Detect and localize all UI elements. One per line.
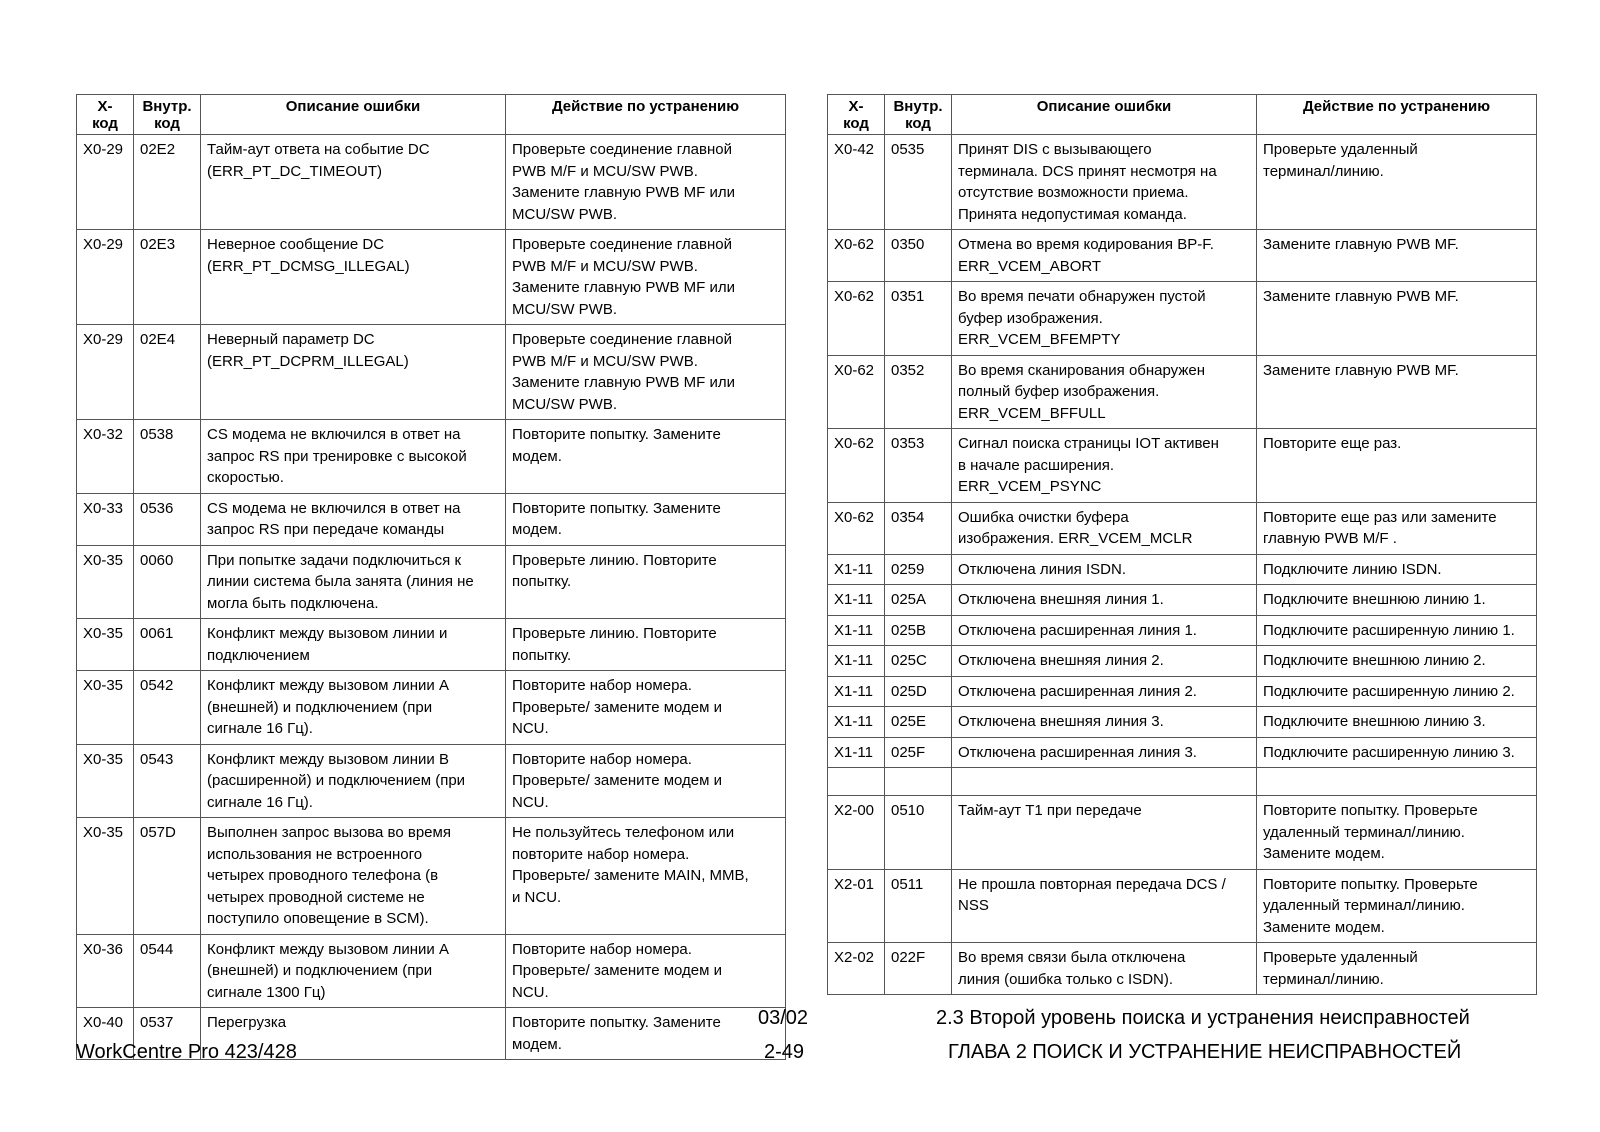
cell-description: Отключена внешняя линия 3.: [952, 707, 1257, 738]
header-internal-code: Внутр. код: [885, 95, 952, 135]
cell-description: Отключена расширенная линия 2.: [952, 676, 1257, 707]
cell-action: Повторите попытку. Проверьте удаленный терминал/линию. Замените модем.: [1257, 796, 1537, 870]
table-row: [77, 545, 786, 619]
table-row: [828, 676, 1537, 707]
header-internal-code: Внутр. код: [134, 95, 201, 135]
cell-description: CS модема не включился в ответ на запрос RS при передаче команды: [201, 493, 506, 545]
cell-internal-code: 0511: [885, 869, 952, 943]
table-row: [828, 429, 1537, 503]
cell-action: Повторите еще раз или замените главную PWB M/F .: [1257, 502, 1537, 554]
cell-internal-code: 0354: [885, 502, 952, 554]
table-row: [77, 230, 786, 325]
cell-description: Отключена внешняя линия 2.: [952, 646, 1257, 677]
table-row: [828, 355, 1537, 429]
cell-xcode: X0-35: [77, 619, 134, 671]
cell-action: Подключите внешнюю линию 2.: [1257, 646, 1537, 677]
cell-internal-code: 025C: [885, 646, 952, 677]
cell-xcode: X1-11: [828, 707, 885, 738]
cell-xcode: X0-35: [77, 545, 134, 619]
cell-description: Во время сканирования обнаружен полный буфер изображения. ERR_VCEM_BFFULL: [952, 355, 1257, 429]
cell-internal-code: 057D: [134, 818, 201, 935]
cell-description: Конфликт между вызовом линии А (внешней) и подключением (при сигнале 1300 Гц): [201, 934, 506, 1008]
cell-xcode: X0-40: [77, 1008, 134, 1060]
cell-action: Повторите попытку. Замените модем.: [506, 493, 786, 545]
cell-action: Проверьте линию. Повторите попытку.: [506, 619, 786, 671]
cell-internal-code: 025D: [885, 676, 952, 707]
cell-internal-code: 0536: [134, 493, 201, 545]
cell-action: Повторите попытку. Замените модем.: [506, 1008, 786, 1060]
table-body-right: [828, 135, 1537, 995]
table-row: [77, 818, 786, 935]
cell-xcode: X1-11: [828, 585, 885, 616]
table-row: [77, 493, 786, 545]
table-row: [828, 282, 1537, 356]
cell-action: Проверьте соединение главной PWB M/F и MCU/SW PWB. Замените главную PWB MF или MCU/SW PWB.: [506, 230, 786, 325]
cell-description: Сигнал поиска страницы IOT активен в начале расширения. ERR_VCEM_PSYNC: [952, 429, 1257, 503]
table-row: [77, 934, 786, 1008]
cell-description: Во время печати обнаружен пустой буфер изображения. ERR_VCEM_BFEMPTY: [952, 282, 1257, 356]
table-row: [828, 585, 1537, 616]
table-row: [828, 869, 1537, 943]
cell-action: Повторите попытку. Замените модем.: [506, 420, 786, 494]
header-action: Действие по устранению: [506, 95, 786, 135]
cell-xcode: X0-36: [77, 934, 134, 1008]
cell-description: CS модема не включился в ответ на запрос RS при тренировке с высокой скоростью.: [201, 420, 506, 494]
footer-page-number: 2-49: [764, 1041, 805, 1063]
cell-internal-code: 025A: [885, 585, 952, 616]
cell-xcode: X2-00: [828, 796, 885, 870]
cell-xcode: X0-35: [77, 818, 134, 935]
cell-description: Выполнен запрос вызова во время использования не встроенного четырех проводного телефона (в четырех проводной системе не поступило оповещение в SCM).: [201, 818, 506, 935]
cell-xcode: X0-62: [828, 429, 885, 503]
cell-internal-code: 0352: [885, 355, 952, 429]
cell-internal-code: 0542: [134, 671, 201, 745]
cell-internal-code: [885, 768, 952, 796]
header-xcode: X- код: [828, 95, 885, 135]
cell-xcode: X0-62: [828, 502, 885, 554]
cell-action: Повторите набор номера. Проверьте/ замените модем и NCU.: [506, 934, 786, 1008]
cell-action: Проверьте удаленный терминал/линию.: [1257, 943, 1537, 995]
cell-xcode: X0-62: [828, 355, 885, 429]
cell-xcode: X1-11: [828, 676, 885, 707]
cell-internal-code: 0351: [885, 282, 952, 356]
cell-description: Во время связи была отключена линия (ошибка только с ISDN).: [952, 943, 1257, 995]
table-body-left: [77, 135, 786, 1060]
cell-xcode: X0-33: [77, 493, 134, 545]
cell-internal-code: 022F: [885, 943, 952, 995]
table-row: [828, 135, 1537, 230]
cell-action: Повторите набор номера. Проверьте/ замените модем и NCU.: [506, 744, 786, 818]
cell-xcode: X2-02: [828, 943, 885, 995]
footer-product: WorkCentre Pro 423/428: [76, 1041, 297, 1063]
cell-internal-code: 0353: [885, 429, 952, 503]
cell-xcode: X1-11: [828, 646, 885, 677]
cell-internal-code: 02E3: [134, 230, 201, 325]
cell-description: При попытке задачи подключиться к линии система была занята (линия не могла быть подключена.: [201, 545, 506, 619]
cell-internal-code: 0061: [134, 619, 201, 671]
table-header-row: [828, 95, 1537, 135]
table-row: [828, 796, 1537, 870]
cell-description: Конфликт между вызовом линии А (внешней) и подключением (при сигнале 16 Гц).: [201, 671, 506, 745]
cell-xcode: X1-11: [828, 737, 885, 768]
cell-description: Тайм-аут ответа на событие DC (ERR_PT_DC_TIMEOUT): [201, 135, 506, 230]
cell-xcode: [828, 768, 885, 796]
cell-description: [952, 768, 1257, 796]
cell-description: Отключена внешняя линия 1.: [952, 585, 1257, 616]
cell-xcode: X1-11: [828, 615, 885, 646]
cell-action: [1257, 768, 1537, 796]
cell-action: Замените главную PWB MF.: [1257, 230, 1537, 282]
cell-internal-code: 0535: [885, 135, 952, 230]
cell-action: Подключите расширенную линию 3.: [1257, 737, 1537, 768]
cell-xcode: X0-35: [77, 671, 134, 745]
table-row: [828, 230, 1537, 282]
cell-internal-code: 0537: [134, 1008, 201, 1060]
table-row: [828, 646, 1537, 677]
table-row: [828, 554, 1537, 585]
header-description: Описание ошибки: [952, 95, 1257, 135]
cell-action: Повторите попытку. Проверьте удаленный терминал/линию. Замените модем.: [1257, 869, 1537, 943]
cell-xcode: X0-42: [828, 135, 885, 230]
header-description: Описание ошибки: [201, 95, 506, 135]
cell-action: Подключите внешнюю линию 3.: [1257, 707, 1537, 738]
cell-description: Отключена расширенная линия 1.: [952, 615, 1257, 646]
table-row: [77, 325, 786, 420]
table-header-row: [77, 95, 786, 135]
table-row: [77, 744, 786, 818]
cell-action: Проверьте соединение главной PWB M/F и MCU/SW PWB. Замените главную PWB MF или MCU/SW PWB.: [506, 325, 786, 420]
table-row: [828, 707, 1537, 738]
cell-xcode: X0-62: [828, 282, 885, 356]
cell-description: Конфликт между вызовом линии В (расширенной) и подключением (при сигнале 16 Гц).: [201, 744, 506, 818]
header-action: Действие по устранению: [1257, 95, 1537, 135]
cell-internal-code: 0510: [885, 796, 952, 870]
cell-description: Отключена линия ISDN.: [952, 554, 1257, 585]
cell-internal-code: 025F: [885, 737, 952, 768]
cell-internal-code: 025B: [885, 615, 952, 646]
cell-description: Неверный параметр DC (ERR_PT_DCPRM_ILLEGAL): [201, 325, 506, 420]
cell-action: Проверьте линию. Повторите попытку.: [506, 545, 786, 619]
cell-action: Повторите набор номера. Проверьте/ замените модем и NCU.: [506, 671, 786, 745]
cell-xcode: X0-32: [77, 420, 134, 494]
cell-internal-code: 0259: [885, 554, 952, 585]
cell-description: Отмена во время кодирования BP-F. ERR_VCEM_ABORT: [952, 230, 1257, 282]
cell-internal-code: 0543: [134, 744, 201, 818]
cell-action: Подключите внешнюю линию 1.: [1257, 585, 1537, 616]
cell-action: Подключите расширенную линию 2.: [1257, 676, 1537, 707]
table-row: [77, 619, 786, 671]
cell-xcode: X0-29: [77, 325, 134, 420]
cell-description: Конфликт между вызовом линии и подключением: [201, 619, 506, 671]
cell-description: Ошибка очистки буфера изображения. ERR_VCEM_MCLR: [952, 502, 1257, 554]
cell-action: Подключите расширенную линию 1.: [1257, 615, 1537, 646]
cell-internal-code: 0060: [134, 545, 201, 619]
error-table-right: [827, 94, 1537, 995]
cell-description: Не прошла повторная передача DCS / NSS: [952, 869, 1257, 943]
table-row: [77, 420, 786, 494]
cell-action: Проверьте удаленный терминал/линию.: [1257, 135, 1537, 230]
footer-date: 03/02: [758, 1007, 809, 1029]
cell-internal-code: 0544: [134, 934, 201, 1008]
table-row: [828, 768, 1537, 796]
cell-xcode: X0-62: [828, 230, 885, 282]
cell-internal-code: 025E: [885, 707, 952, 738]
footer-section: 2.3 Второй уровень поиска и устранения неисправностей: [936, 1007, 1470, 1029]
cell-action: Не пользуйтесь телефоном или повторите набор номера. Проверьте/ замените MAIN, MMB, и NCU.: [506, 818, 786, 935]
cell-action: Замените главную PWB MF.: [1257, 282, 1537, 356]
cell-xcode: X0-29: [77, 230, 134, 325]
header-xcode: X- код: [77, 95, 134, 135]
table-row: [828, 737, 1537, 768]
cell-description: Перегрузка: [201, 1008, 506, 1060]
table-row: [77, 671, 786, 745]
cell-xcode: X0-35: [77, 744, 134, 818]
cell-internal-code: 02E2: [134, 135, 201, 230]
cell-description: Принят DIS с вызывающего терминала. DCS принят несмотря на отсутствие возможности приема. Принята недопустимая команда.: [952, 135, 1257, 230]
cell-internal-code: 0350: [885, 230, 952, 282]
cell-action: Подключите линию ISDN.: [1257, 554, 1537, 585]
error-table-left: [76, 94, 786, 1060]
cell-internal-code: 0538: [134, 420, 201, 494]
cell-xcode: X1-11: [828, 554, 885, 585]
cell-action: Проверьте соединение главной PWB M/F и MCU/SW PWB. Замените главную PWB MF или MCU/SW PWB.: [506, 135, 786, 230]
cell-xcode: X2-01: [828, 869, 885, 943]
cell-description: Отключена расширенная линия 3.: [952, 737, 1257, 768]
cell-xcode: X0-29: [77, 135, 134, 230]
footer-chapter: ГЛАВА 2 ПОИСК И УСТРАНЕНИЕ НЕИСПРАВНОСТЕЙ: [948, 1041, 1462, 1063]
cell-action: Повторите еще раз.: [1257, 429, 1537, 503]
cell-description: Тайм-аут T1 при передаче: [952, 796, 1257, 870]
table-row: [77, 135, 786, 230]
table-row: [828, 943, 1537, 995]
table-row: [828, 502, 1537, 554]
cell-internal-code: 02E4: [134, 325, 201, 420]
cell-action: Замените главную PWB MF.: [1257, 355, 1537, 429]
table-row: [828, 615, 1537, 646]
cell-description: Неверное сообщение DC (ERR_PT_DCMSG_ILLEGAL): [201, 230, 506, 325]
